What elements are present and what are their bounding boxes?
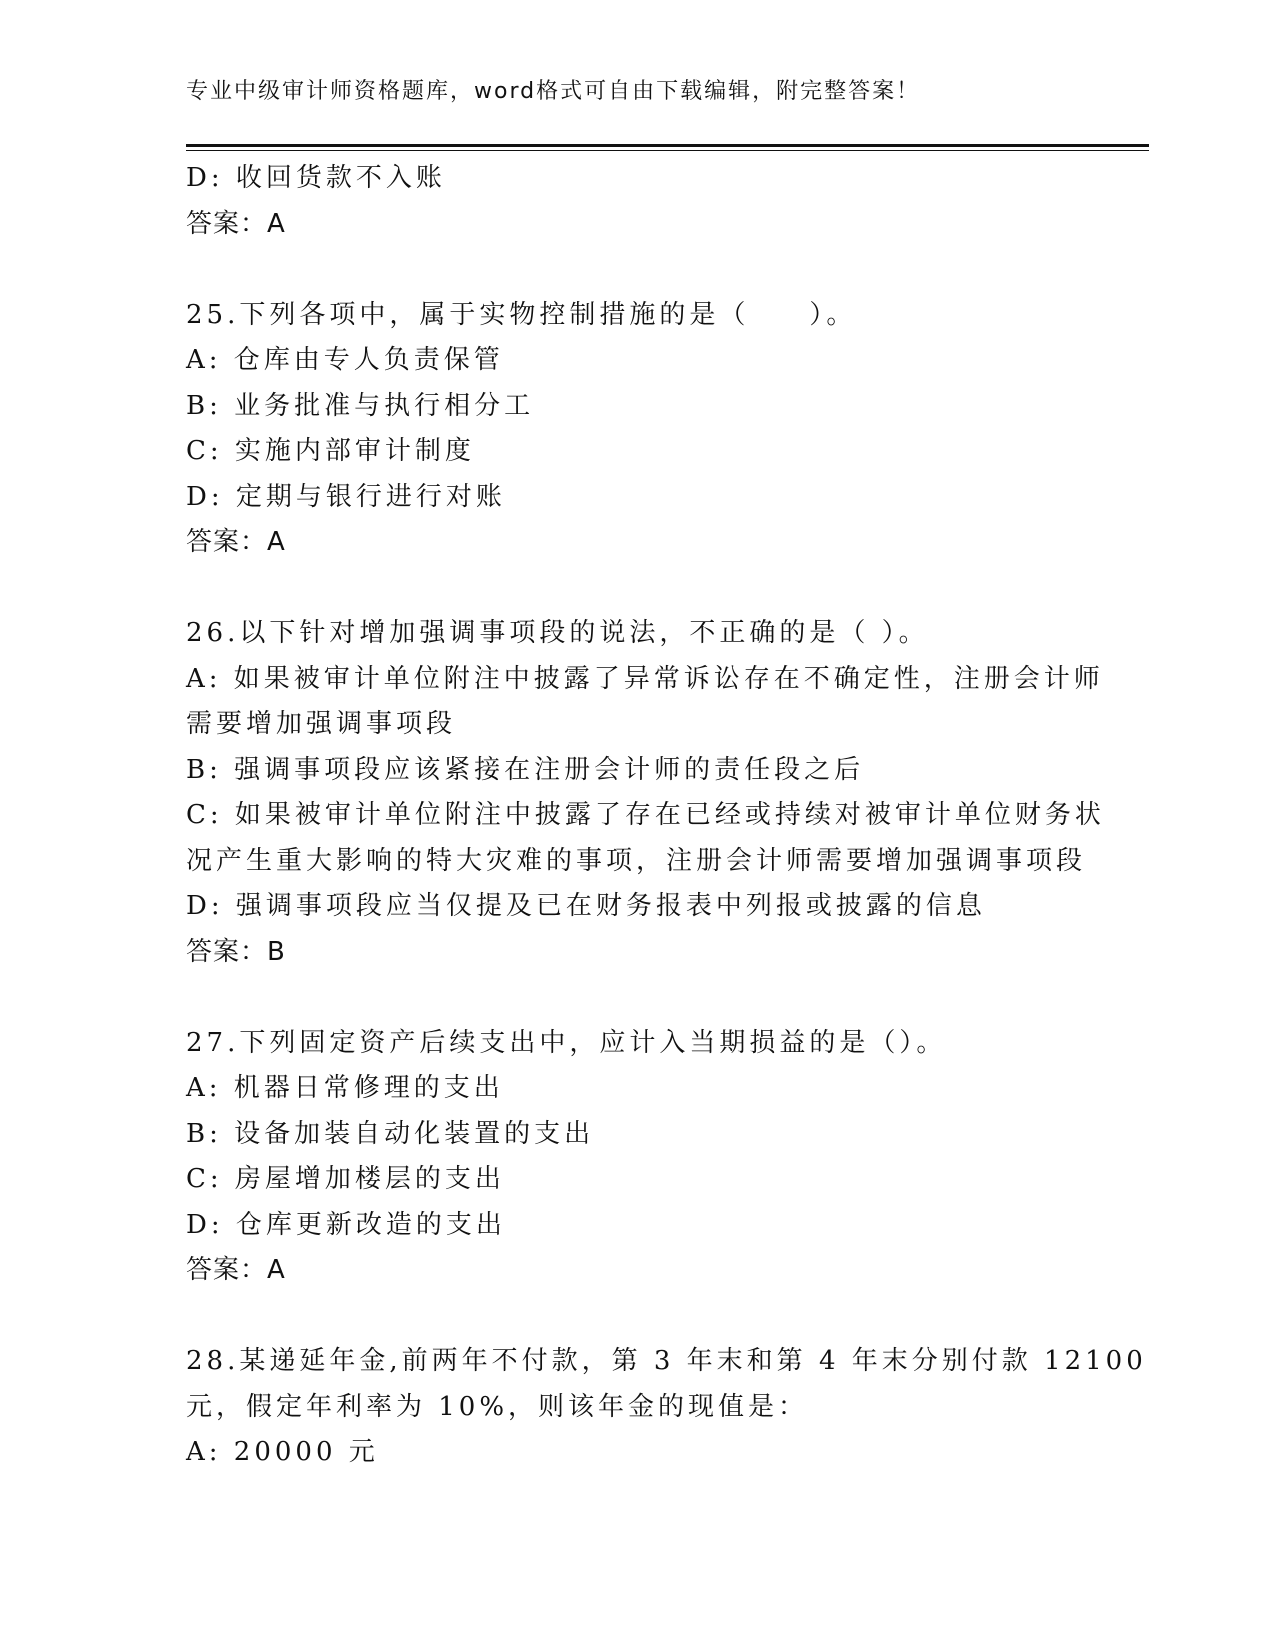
- option-a: A: 20000 元: [186, 1437, 379, 1467]
- option-c: C: 房屋增加楼层的支出: [186, 1164, 505, 1194]
- header-divider-thin: [186, 150, 1149, 151]
- option-c: C: 实施内部审计制度: [186, 436, 475, 466]
- answer: 答案：A: [186, 527, 286, 557]
- option-a: A: 如果被审计单位附注中披露了异常诉讼存在不确定性，注册会计师: [186, 663, 1104, 694]
- option-d: D: 收回货款不入账: [186, 163, 446, 193]
- option-d: D: 强调事项段应当仅提及已在财务报表中列报或披露的信息: [186, 891, 986, 921]
- option-c: C: 如果被审计单位附注中披露了存在已经或持续对被审计单位财务状: [186, 800, 1105, 830]
- option-c-continued: 况产生重大影响的特大灾难的事项，注册会计师需要增加强调事项段: [186, 845, 1087, 876]
- question-25-stem: 25.下列各项中，属于实物控制措施的是（ ）。: [186, 299, 857, 330]
- answer: 答案：B: [186, 936, 286, 967]
- question-27-stem: 27.下列固定资产后续支出中，应计入当期损益的是（）。: [186, 1027, 947, 1058]
- answer: 答案：A: [186, 208, 286, 239]
- header-divider-thick: [186, 144, 1149, 147]
- option-b: B: 设备加装自动化装置的支出: [186, 1118, 595, 1149]
- answer: 答案：A: [186, 1255, 286, 1285]
- option-a: A: 仓库由专人负责保管: [186, 345, 504, 375]
- question-26-stem: 26.以下针对增加强调事项段的说法，不正确的是（ ）。: [186, 618, 929, 648]
- option-b: B: 强调事项段应该紧接在注册会计师的责任段之后: [186, 754, 865, 785]
- page-header: 专业中级审计师资格题库，word格式可自由下载编辑，附完整答案！: [186, 79, 921, 104]
- option-b: B: 业务批准与执行相分工: [186, 390, 535, 421]
- option-d: D: 定期与银行进行对账: [186, 481, 506, 512]
- question-content: [186, 156, 1147, 1476]
- option-a-continued: 需要增加强调事项段: [186, 709, 457, 739]
- question-28-stem: 28.某递延年金,前两年不付款，第 3 年末和第 4 年末分别付款 12100: [186, 1346, 1147, 1376]
- question-28-stem-continued: 元，假定年利率为 10%，则该年金的现值是：: [186, 1391, 809, 1422]
- option-a: A: 机器日常修理的支出: [186, 1073, 504, 1103]
- option-d: D: 仓库更新改造的支出: [186, 1209, 506, 1240]
